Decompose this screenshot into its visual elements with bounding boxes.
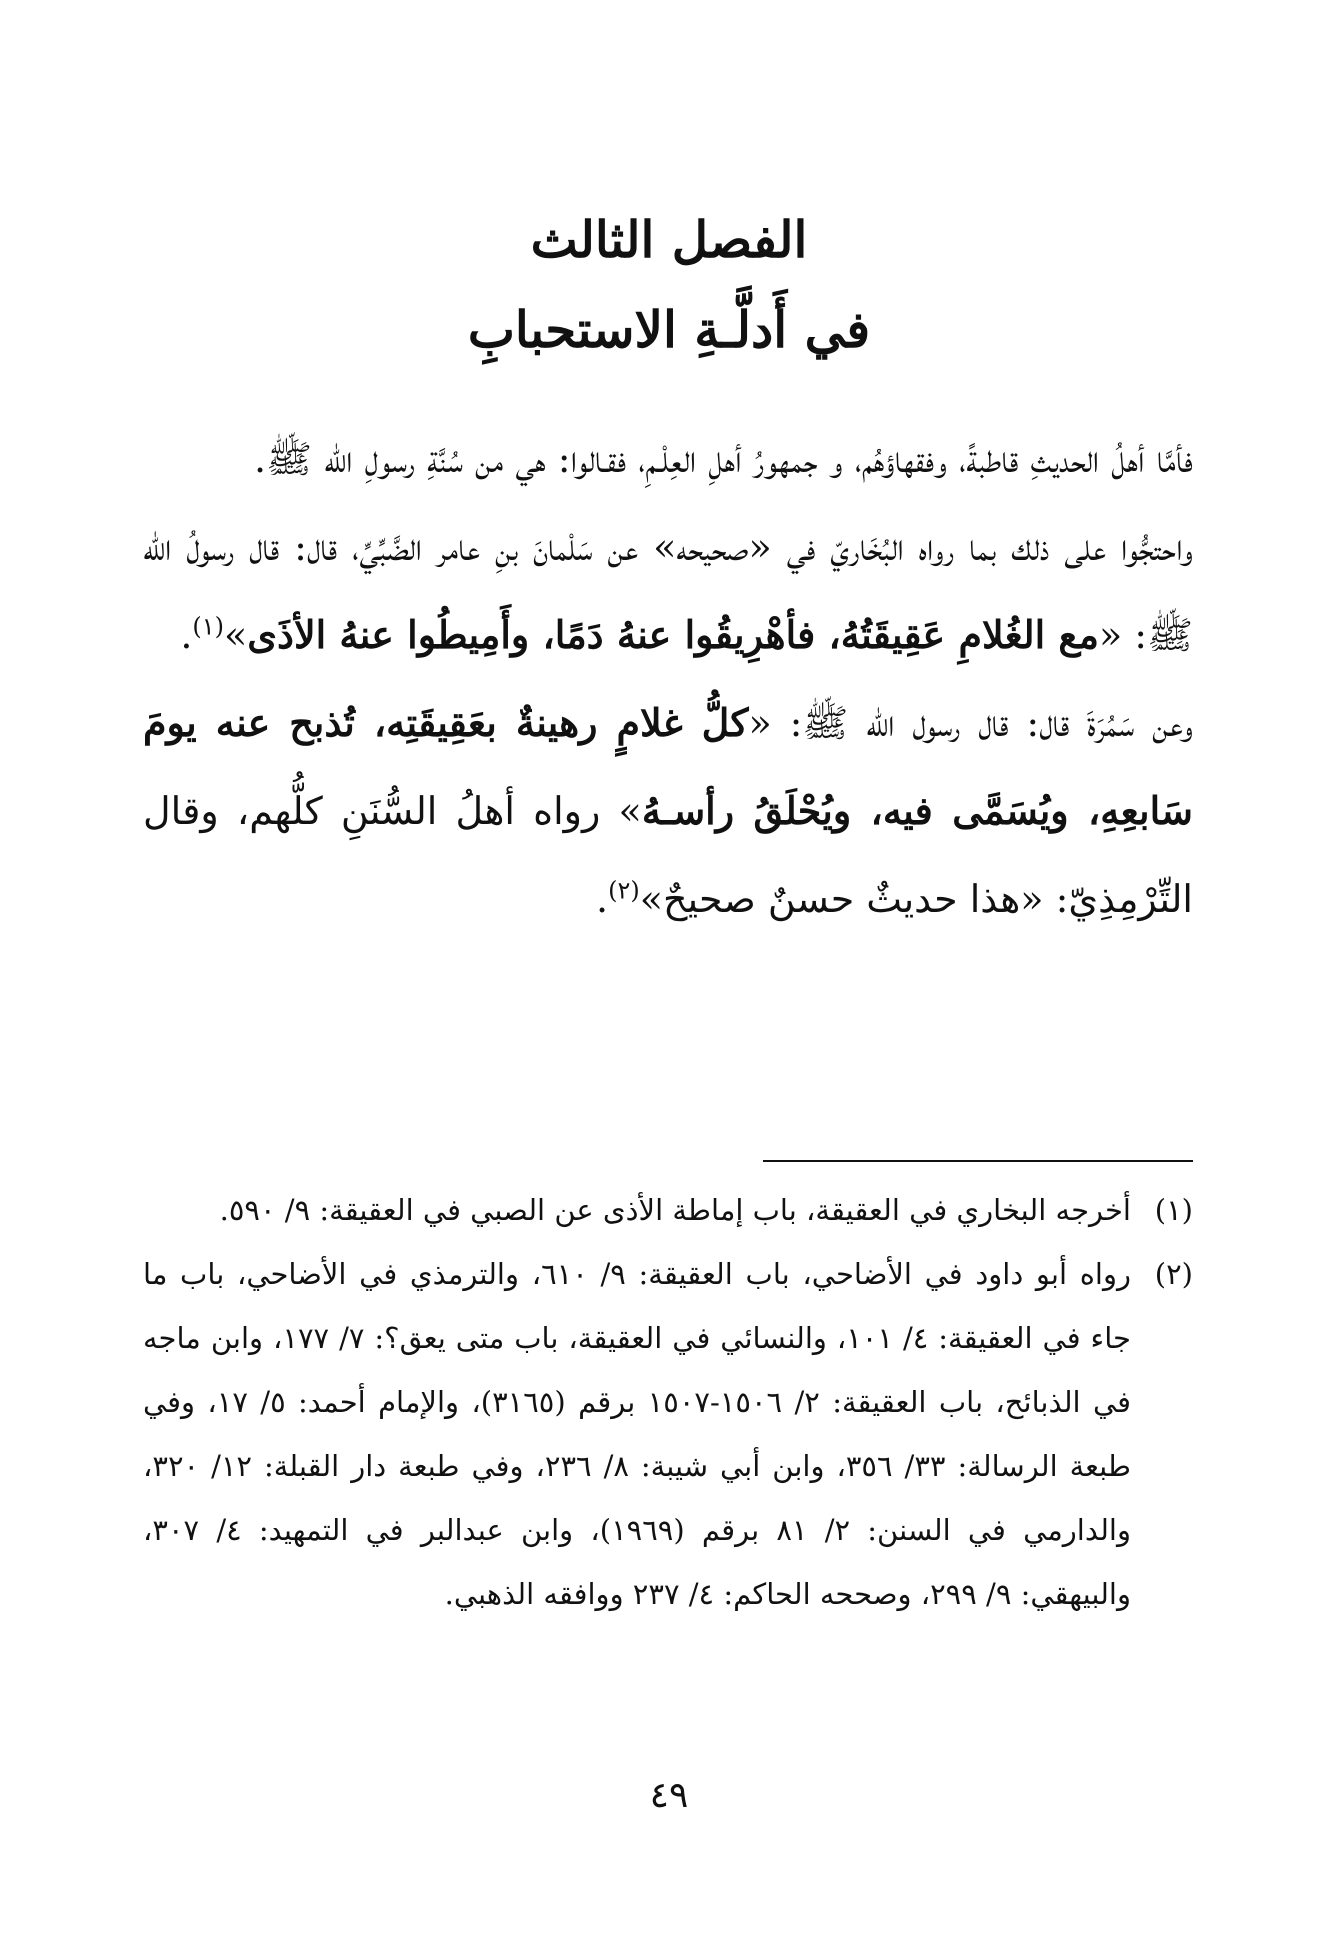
- footnote-2: [143, 1242, 1193, 1626]
- paragraph-3-middle: » رواه أهلُ السُّنَنِ كلُّهم، وقال التِّرْمِذِيّ: «هذا حديثٌ حسنٌ صحيحٌ»: [143, 789, 1193, 921]
- paragraph-3-intro: وعن سَمُرَةَ قال: قال رسول الله ﷺ: «: [748, 701, 1193, 745]
- quote-close-1: »: [224, 613, 248, 657]
- footnote-2-number: (٢): [1154, 1257, 1193, 1291]
- main-text: [143, 415, 1193, 943]
- paragraph-1: فأمَّا أهلُ الحديثِ قاطبةً، وفقهاؤهُم، و جمهورُ أهلِ العِلْـمِ، فقـالوا: هي من سُنَّةِ رسولِ الله ﷺ.: [254, 437, 1193, 481]
- paragraph-3: [143, 679, 1193, 943]
- footnote-ref-1: (١): [192, 612, 225, 641]
- footnote-2-text: رواه أبو داود في الأضاحي، باب العقيقة: ٩/ ٦١٠، والترمذي في الأضاحي، باب ما جاء في العقيقة: ٤/ ١٠١، والنسائي في العقيقة، باب متى يعق؟: ٧/ ١٧٧، وابن ماجه في الذبائح، باب العقيقة: ٢/ ١٥٠٦-١٥٠٧ برقم (٣١٦٥)، والإمام أحمد: ٥/ ١٧، وفي طبعة الرسالة: ٣٣/ ٣٥٦، وابن أبي شيبة: ٨/ ٢٣٦، وفي طبعة دار القبلة: ١٢/ ٣٢٠، والدارمي في السنن: ٢/ ٨١ برقم (١٩٦٩)، وابن عبدالبر في التمهيد: ٤/ ٣٠٧، والبيهقي: ٩/ ٢٩٩، وصححه الحاكم: ٤/ ٢٣٧ ووافقه الذهبي.: [143, 1257, 1131, 1611]
- hadith-quote-1: مع الغُلامِ عَقِيقَتُهُ، فأهْرِيقُوا عنهُ دَمًا، وأَمِيطُوا عنهُ الأذَى: [247, 612, 1099, 657]
- footnote-1: [143, 1178, 1193, 1242]
- footnote-1-number: (١): [1154, 1193, 1193, 1227]
- paragraph-2: [143, 503, 1193, 679]
- paragraph-3-end: .: [596, 877, 609, 921]
- page-number: ٤٩: [649, 1775, 689, 1816]
- chapter-subtitle: في أَدلَّـةِ الاستحبابِ: [467, 300, 871, 359]
- paragraph-2-intro: واحتجُّوا على ذلك بما رواه البُخَاريّ في «صحيحه» عن سَلْمانَ بنِ عامر الضَّبِّيِّ، قال: قال رسولُ الله ﷺ: «: [143, 525, 1193, 657]
- chapter-title: الفصل الثالث: [530, 210, 808, 269]
- hadith-quote-2: كلُّ غلامٍ رهينةٌ بعَقِيقَتِه، تُذبح عنه يومَ سَابعِهِ، ويُسَمَّى فيه، ويُحْلَقُ رأسـهُ: [143, 700, 1194, 833]
- chapter-heading: [0, 195, 1338, 375]
- footnote-1-text: أخرجه البخاري في العقيقة، باب إماطة الأذى عن الصبي في العقيقة: ٩/ ٥٩٠.: [219, 1193, 1131, 1227]
- footnote-ref-2: (٢): [608, 876, 640, 905]
- paragraph-2-end: .: [180, 613, 193, 657]
- footnotes: [143, 1178, 1193, 1626]
- footnote-divider: [763, 1160, 1193, 1162]
